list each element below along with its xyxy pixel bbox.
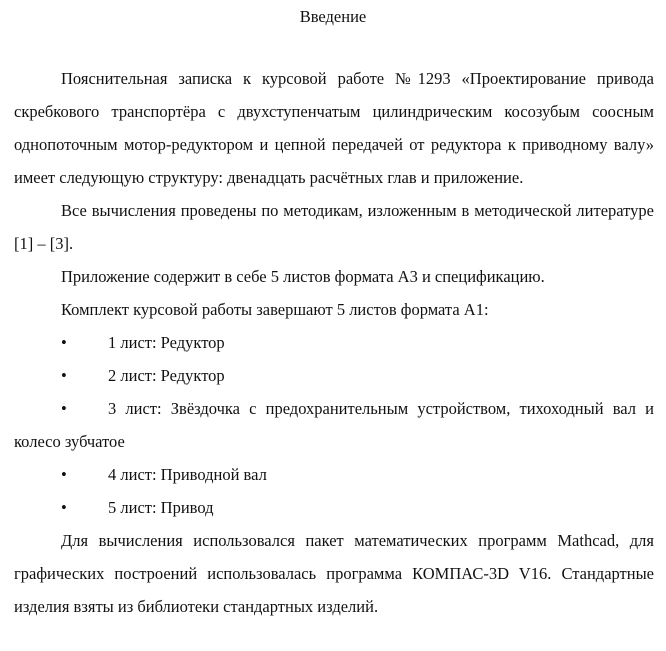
bullet-icon: • xyxy=(61,366,67,385)
list-item-text: 3 лист: Звёздочка с предохранительным устройством, тихоходный вал и колесо зубчатое xyxy=(14,399,654,451)
bullet-icon: • xyxy=(61,399,67,418)
page-title: Введение xyxy=(299,7,367,26)
sheets-intro-paragraph: Комплект курсовой работы завершают 5 листов формата А1: xyxy=(61,300,489,319)
list-item-text: 4 лист: Приводной вал xyxy=(108,465,267,484)
bullet-icon: • xyxy=(61,465,67,484)
list-item xyxy=(14,359,654,392)
software-paragraph: Для вычисления использовался пакет математических программ Mathcad, для графических построений использовалась программа КОМПАС-3D V16. Стандартные изделия взяты из библиотеки стандартных изделий. xyxy=(14,531,654,616)
appendix-paragraph: Приложение содержит в себе 5 листов формата А3 и спецификацию. xyxy=(61,267,545,286)
bullet-icon: • xyxy=(61,333,67,352)
bullet-icon: • xyxy=(61,498,67,517)
sheets-list xyxy=(14,326,654,524)
intro-paragraph: Пояснительная записка к курсовой работе №1293 «Проектирование привода скребкового транспортёра с двухступенчатым цилиндрическим косозубым соосным однопоточным мотор-редуктором и цепной передачей от редуктора к приводному валу» имеет следующую структуру: двенадцать расчётных глав и приложение. xyxy=(14,69,654,187)
methods-paragraph: Все вычисления проведены по методикам, изложенным в методической литературе [1] – [3]. xyxy=(14,201,654,253)
list-item xyxy=(14,392,654,458)
list-item xyxy=(14,326,654,359)
list-item-text: 2 лист: Редуктор xyxy=(108,366,225,385)
document-body xyxy=(14,62,654,623)
list-item xyxy=(14,491,654,524)
list-item-text: 5 лист: Привод xyxy=(108,498,214,517)
list-item xyxy=(14,458,654,491)
list-item-text: 1 лист: Редуктор xyxy=(108,333,225,352)
